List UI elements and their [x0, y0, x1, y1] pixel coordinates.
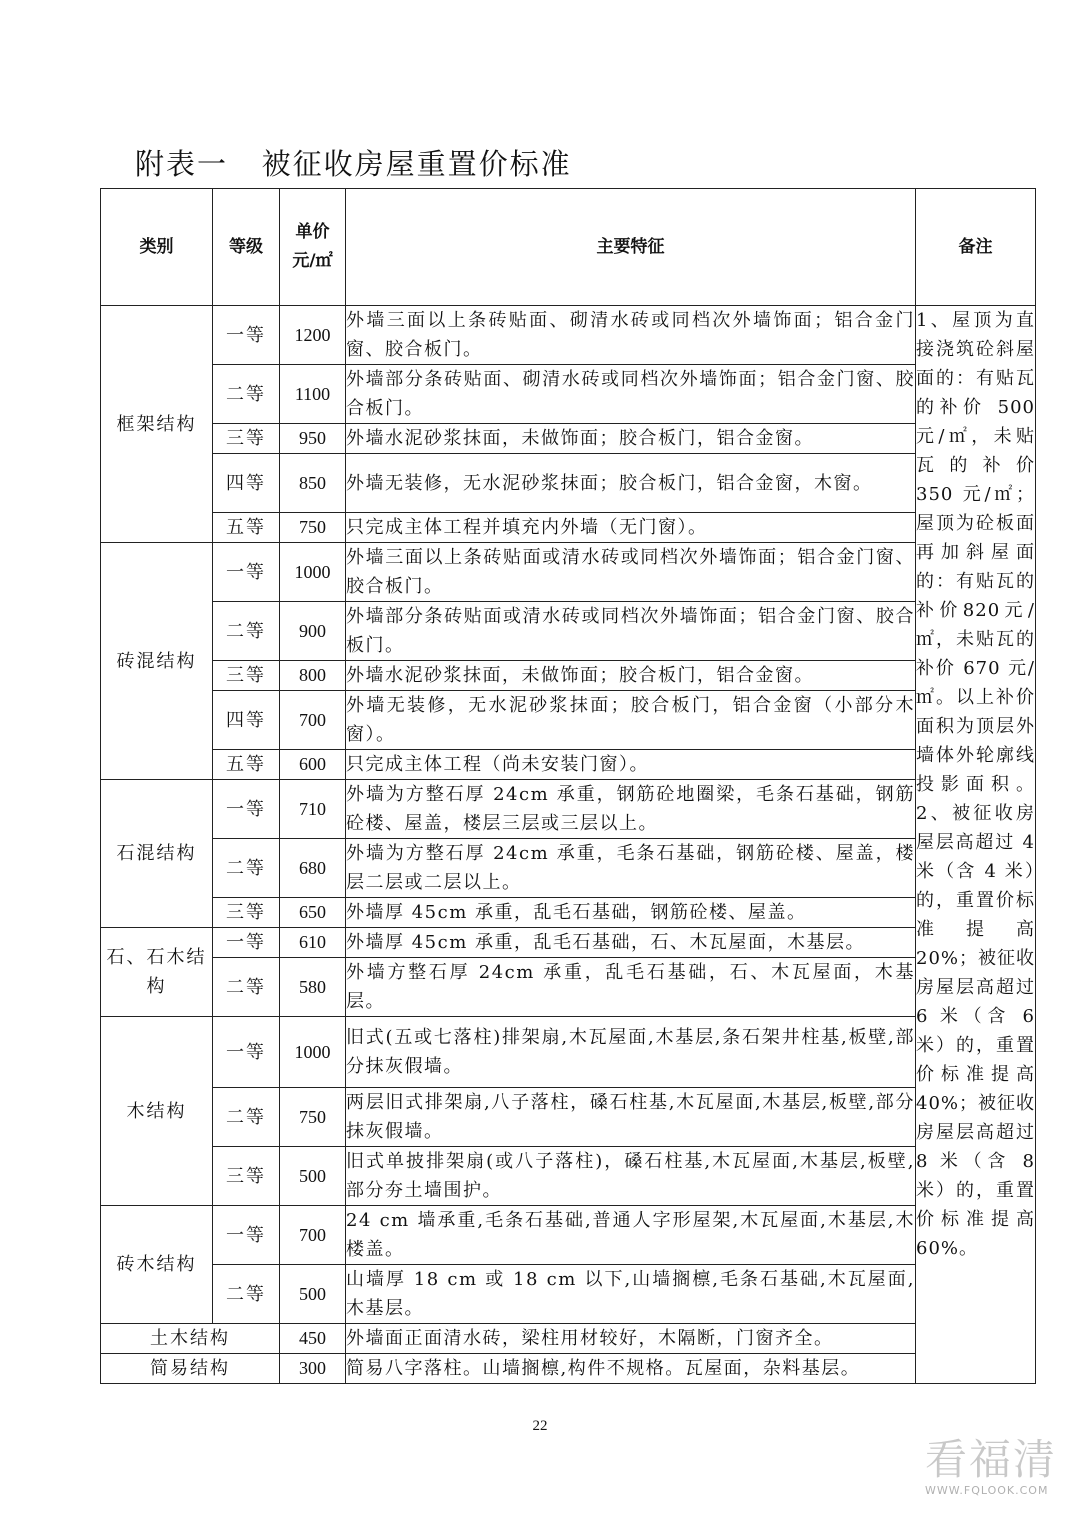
table-row [101, 602, 1036, 661]
grade-cell: 四等 [213, 691, 280, 750]
grade-cell: 三等 [213, 424, 280, 454]
watermark-logo: 看福清 [925, 1435, 1058, 1484]
table-row [101, 1088, 1036, 1147]
table-row [101, 958, 1036, 1017]
table-row [101, 780, 1036, 839]
feature-cell: 外墙厚 45cm 承重，乱毛石基础，石、木瓦屋面，木基层。 [346, 928, 916, 958]
price-cell: 680 [280, 839, 346, 898]
grade-cell: 三等 [213, 661, 280, 691]
table-row [101, 691, 1036, 750]
header-features: 主要特征 [346, 189, 916, 306]
page-number: 22 [532, 1418, 548, 1434]
header-remarks: 备注 [916, 189, 1036, 306]
feature-cell: 旧式(五或七落柱)排架扇,木瓦屋面,木基层,条石架井柱基,板壁,部分抹灰假墙。 [346, 1017, 916, 1088]
price-cell: 750 [280, 1088, 346, 1147]
grade-cell: 四等 [213, 454, 280, 513]
table-row [101, 750, 1036, 780]
table-row [101, 543, 1036, 602]
remark-cell: 1、屋顶为直接浇筑砼斜屋面的：有贴瓦的补价 500 元/㎡，未贴瓦的补价 350 元/㎡；屋顶为砼板面再加斜屋面的：有贴瓦的补价820元/㎡，未贴瓦的补价 670 元/㎡。以上补价面积为顶层外墙体外轮廓线投影面积。2、被征收房屋层高超过 4 米（含 4 米）的，重置价标准提高 20%；被征收房屋层高超过 6 米（含 6 米）的，重置价标准提高 40%；被征收房屋层高超过 8 米（含 8 米）的，重置价标准提高 60%。 [916, 306, 1036, 1384]
price-cell: 900 [280, 602, 346, 661]
price-cell: 1100 [280, 365, 346, 424]
category-cell: 石混结构 [101, 780, 213, 928]
table-row [101, 454, 1036, 513]
feature-cell: 外墙水泥砂浆抹面，未做饰面；胶合板门，铝合金窗。 [346, 424, 916, 454]
header-grade: 等级 [213, 189, 280, 306]
category-cell: 简易结构 [101, 1354, 280, 1384]
price-cell: 580 [280, 958, 346, 1017]
grade-cell: 二等 [213, 958, 280, 1017]
table-row [101, 839, 1036, 898]
feature-cell: 外墙无装修，无水泥砂浆抹面；胶合板门，铝合金窗（小部分木窗）。 [346, 691, 916, 750]
feature-cell: 山墙厚 18 cm 或 18 cm 以下,山墙搁檩,毛条石基础,木瓦屋面,木基层。 [346, 1265, 916, 1324]
table-row [101, 1206, 1036, 1265]
category-cell: 石、石木结构 [101, 928, 213, 1017]
feature-cell: 外墙面正面清水砖，梁柱用材较好，木隔断，门窗齐全。 [346, 1324, 916, 1354]
grade-cell: 五等 [213, 513, 280, 543]
price-cell: 1200 [280, 306, 346, 365]
feature-cell: 24 cm 墙承重,毛条石基础,普通人字形屋架,木瓦屋面,木基层,木楼盖。 [346, 1206, 916, 1265]
table-row [101, 513, 1036, 543]
price-cell: 500 [280, 1265, 346, 1324]
price-cell: 850 [280, 454, 346, 513]
header-unit-price [280, 189, 346, 306]
feature-cell: 外墙无装修，无水泥砂浆抹面；胶合板门，铝合金窗，木窗。 [346, 454, 916, 513]
grade-cell: 二等 [213, 365, 280, 424]
grade-cell: 一等 [213, 543, 280, 602]
grade-cell: 一等 [213, 1017, 280, 1088]
watermark-url: WWW.FQLOOK.COM [925, 1484, 1049, 1497]
table-row [101, 1017, 1036, 1088]
category-cell: 砖木结构 [101, 1206, 213, 1324]
page-title: 附表一 被征收房屋重置价标准 [135, 147, 572, 181]
price-cell: 600 [280, 750, 346, 780]
grade-cell: 二等 [213, 602, 280, 661]
table-row [101, 1324, 1036, 1354]
table-row [101, 1265, 1036, 1324]
table-row [101, 1354, 1036, 1384]
price-cell: 710 [280, 780, 346, 839]
price-standard-table [100, 188, 1036, 1384]
feature-cell: 只完成主体工程并填充内外墙（无门窗）。 [346, 513, 916, 543]
grade-cell: 三等 [213, 1147, 280, 1206]
feature-cell: 外墙水泥砂浆抹面，未做饰面；胶合板门，铝合金窗。 [346, 661, 916, 691]
category-cell: 木结构 [101, 1017, 213, 1206]
price-cell: 950 [280, 424, 346, 454]
price-cell: 700 [280, 691, 346, 750]
table-row [101, 1147, 1036, 1206]
price-cell: 800 [280, 661, 346, 691]
feature-cell: 外墙部分条砖贴面或清水砖或同档次外墙饰面；铝合金门窗、胶合板门。 [346, 602, 916, 661]
feature-cell: 外墙方整石厚 24cm 承重，乱毛石基础，石、木瓦屋面，木基层。 [346, 958, 916, 1017]
category-cell: 砖混结构 [101, 543, 213, 780]
grade-cell: 二等 [213, 1088, 280, 1147]
feature-cell: 简易八字落柱。山墙搁檩,构件不规格。瓦屋面，杂料基层。 [346, 1354, 916, 1384]
grade-cell: 一等 [213, 780, 280, 839]
grade-cell: 二等 [213, 839, 280, 898]
header-row [101, 189, 1036, 306]
price-cell: 650 [280, 898, 346, 928]
price-cell: 750 [280, 513, 346, 543]
category-cell: 土木结构 [101, 1324, 280, 1354]
table-row [101, 365, 1036, 424]
feature-cell: 两层旧式排架扇,八子落柱，磉石柱基,木瓦屋面,木基层,板壁,部分抹灰假墙。 [346, 1088, 916, 1147]
grade-cell: 二等 [213, 1265, 280, 1324]
feature-cell: 旧式单披排架扇(或八子落柱)，磉石柱基,木瓦屋面,木基层,板壁,部分夯土墙围护。 [346, 1147, 916, 1206]
grade-cell: 一等 [213, 1206, 280, 1265]
feature-cell: 外墙部分条砖贴面、砌清水砖或同档次外墙饰面；铝合金门窗、胶合板门。 [346, 365, 916, 424]
header-category: 类别 [101, 189, 213, 306]
grade-cell: 三等 [213, 898, 280, 928]
price-cell: 610 [280, 928, 346, 958]
grade-cell: 一等 [213, 306, 280, 365]
price-cell: 450 [280, 1324, 346, 1354]
table-row [101, 424, 1036, 454]
header-unit-price-line1: 单价 [295, 222, 330, 242]
price-cell: 500 [280, 1147, 346, 1206]
price-cell: 1000 [280, 543, 346, 602]
feature-cell: 只完成主体工程（尚未安装门窗）。 [346, 750, 916, 780]
table-row [101, 898, 1036, 928]
price-cell: 700 [280, 1206, 346, 1265]
feature-cell: 外墙三面以上条砖贴面、砌清水砖或同档次外墙饰面；铝合金门窗、胶合板门。 [346, 306, 916, 365]
category-cell: 框架结构 [101, 306, 213, 543]
feature-cell: 外墙为方整石厚 24cm 承重，钢筋砼地圈梁，毛条石基础，钢筋砼楼、屋盖，楼层三层或三层以上。 [346, 780, 916, 839]
table-row [101, 928, 1036, 958]
header-unit-price-line2: 元/㎡ [292, 251, 333, 271]
price-cell: 1000 [280, 1017, 346, 1088]
feature-cell: 外墙为方整石厚 24cm 承重，毛条石基础，钢筋砼楼、屋盖，楼层二层或二层以上。 [346, 839, 916, 898]
grade-cell: 一等 [213, 928, 280, 958]
table-row [101, 661, 1036, 691]
watermark [925, 1436, 1065, 1497]
feature-cell: 外墙三面以上条砖贴面或清水砖或同档次外墙饰面；铝合金门窗、胶合板门。 [346, 543, 916, 602]
grade-cell: 五等 [213, 750, 280, 780]
table-row [101, 306, 1036, 365]
feature-cell: 外墙厚 45cm 承重，乱毛石基础，钢筋砼楼、屋盖。 [346, 898, 916, 928]
price-cell: 300 [280, 1354, 346, 1384]
